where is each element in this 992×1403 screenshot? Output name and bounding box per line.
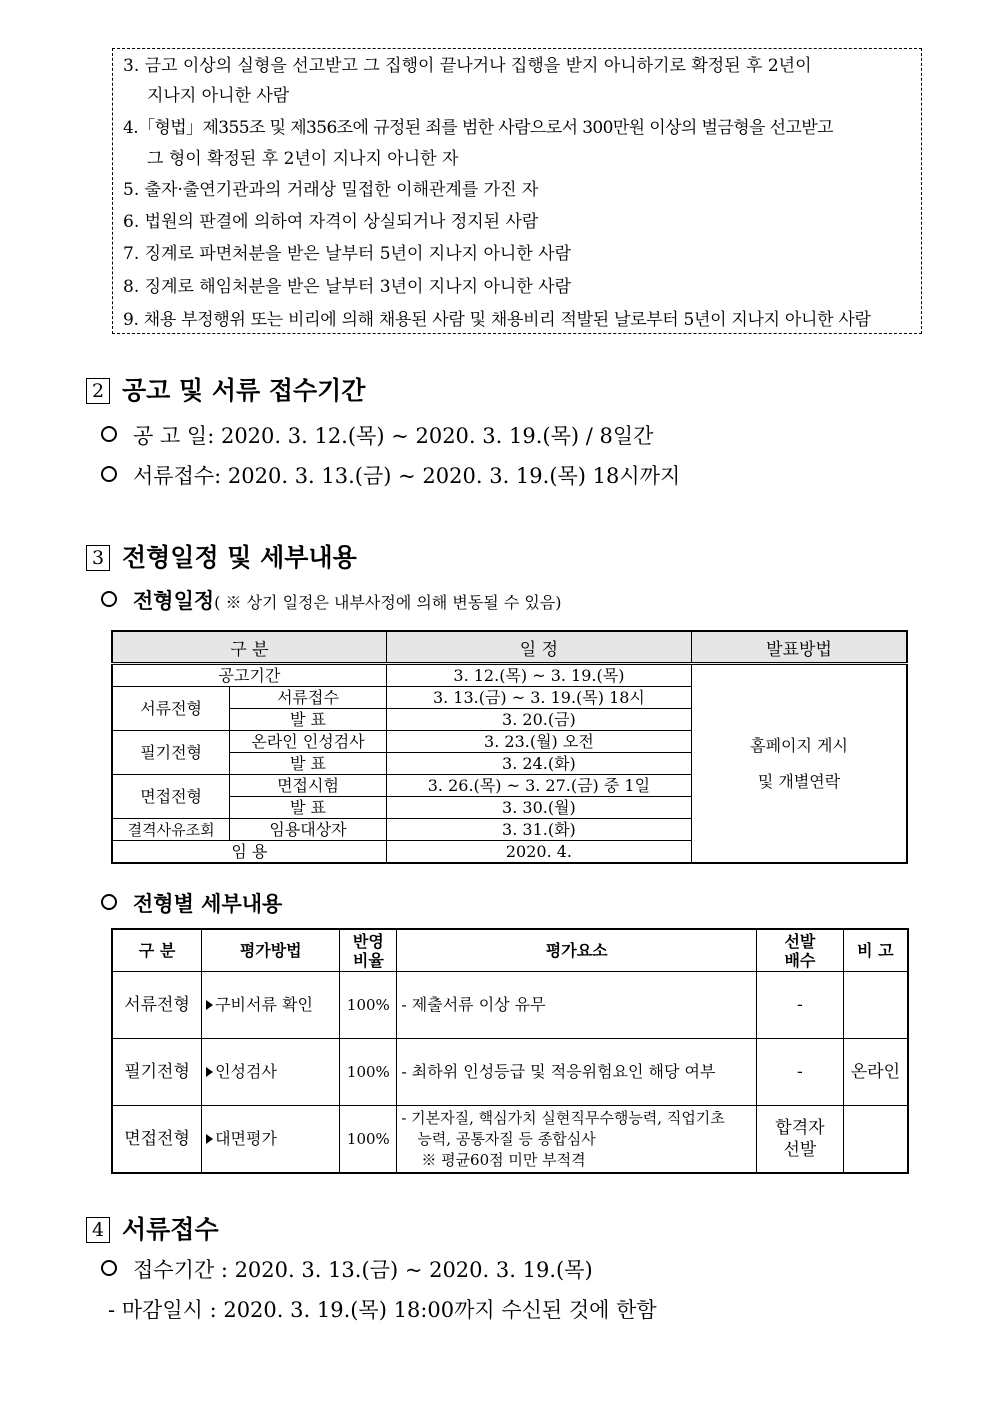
detail-header-category: 구 분: [112, 929, 202, 972]
detail-header-note: 비 고: [843, 929, 908, 972]
table-cell: 3. 20.(금): [386, 709, 691, 731]
table-cell: 면접전형: [112, 775, 230, 819]
section2-item-receipt: 서류접수: 2020. 3. 13.(금) ~ 2020. 3. 19.(목) 18시까지: [101, 463, 680, 489]
schedule-subheading: 전형일정( ※ 상기 일정은 내부사정에 의해 변동될 수 있음): [101, 588, 562, 616]
section4-item: 접수기간 : 2020. 3. 13.(금) ~ 2020. 3. 19.(목): [101, 1257, 593, 1283]
table-cell: 발 표: [230, 709, 387, 731]
schedule-header-category: 구 분: [112, 631, 386, 664]
box-item-6: 6. 법원의 판결에 의하여 자격이 상실되거나 정지된 사람: [123, 212, 539, 232]
table-cell: 대면평가: [202, 1106, 340, 1174]
table-cell: 온라인: [843, 1039, 908, 1106]
section-number-box: 3: [86, 545, 110, 571]
table-cell: 100%: [340, 1106, 397, 1174]
section4-subitem: - 마감일시 : 2020. 3. 19.(목) 18:00까지 수신된 것에 한함: [108, 1298, 657, 1322]
table-cell: 발 표: [230, 753, 387, 775]
section4-heading: 4 서류접수: [86, 1215, 219, 1245]
announce-method-cell: 홈페이지 게시 및 개별연락: [692, 664, 907, 864]
table-cell: 3. 12.(목) ~ 3. 19.(목): [386, 664, 691, 687]
detail-header-ratio: 반영 비율: [340, 929, 397, 972]
table-cell: 서류전형: [112, 687, 230, 731]
section-number-box: 2: [86, 378, 110, 404]
table-cell: -: [757, 972, 844, 1039]
table-cell: 임 용: [112, 841, 386, 864]
table-cell: - 제출서류 이상 유무: [397, 972, 757, 1039]
detail-header-selection: 선발 배수: [757, 929, 844, 972]
table-row: [112, 1039, 908, 1106]
table-cell: 면접전형: [112, 1106, 202, 1174]
table-cell: - 기본자질, 핵심가치 실현직무수행능력, 직업기초 능력, 공통자질 등 종합심사 ※ 평균60점 미만 부적격: [397, 1106, 757, 1174]
table-row: [112, 972, 908, 1039]
table-cell: 3. 13.(금) ~ 3. 19.(목) 18시: [386, 687, 691, 709]
schedule-header-date: 일 정: [386, 631, 691, 664]
detail-header-elements: 평가요소: [397, 929, 757, 972]
table-cell: 발 표: [230, 797, 387, 819]
section-number-box: 4: [86, 1217, 110, 1243]
circle-bullet-icon: [101, 591, 117, 607]
table-cell: 2020. 4.: [386, 841, 691, 864]
table-cell: -: [757, 1039, 844, 1106]
table-cell: 온라인 인성검사: [230, 731, 387, 753]
table-cell: 서류전형: [112, 972, 202, 1039]
detail-header-method: 평가방법: [202, 929, 340, 972]
table-cell: 3. 26.(목) ~ 3. 27.(금) 중 1일: [386, 775, 691, 797]
triangle-bullet-icon: [206, 1134, 213, 1144]
box-item-4-cont: 그 형이 확정된 후 2년이 지나지 아니한 자: [147, 149, 459, 169]
box-item-9: 9. 채용 부정행위 또는 비리에 의해 채용된 사람 및 채용비리 적발된 날로부터 5년이 지나지 아니한 사람: [123, 310, 871, 330]
circle-bullet-icon: [101, 1260, 117, 1276]
table-cell: 3. 24.(화): [386, 753, 691, 775]
table-cell: 임용대상자: [230, 819, 387, 841]
detail-subheading: 전형별 세부내용: [101, 891, 282, 917]
table-cell: 인성검사: [202, 1039, 340, 1106]
table-cell: 3. 30.(월): [386, 797, 691, 819]
triangle-bullet-icon: [206, 1067, 213, 1077]
table-cell: 면접시험: [230, 775, 387, 797]
table-cell: 100%: [340, 972, 397, 1039]
schedule-table: [111, 630, 908, 864]
table-cell: 3. 23.(월) 오전: [386, 731, 691, 753]
box-item-4: 4.「형법」제355조 및 제356조에 규정된 죄를 범한 사람으로서 300만원 이상의 벌금형을 선고받고: [123, 118, 833, 138]
table-cell: [843, 972, 908, 1039]
box-item-5: 5. 출자·출연기관과의 거래상 밀접한 이해관계를 가진 자: [123, 180, 539, 200]
table-cell: 필기전형: [112, 1039, 202, 1106]
table-cell: 3. 31.(화): [386, 819, 691, 841]
table-cell: 결격사유조회: [112, 819, 230, 841]
table-cell: - 최하위 인성등급 및 적응위험요인 해당 여부: [397, 1039, 757, 1106]
section3-heading: 3 전형일정 및 세부내용: [86, 543, 357, 573]
table-cell: [843, 1106, 908, 1174]
table-cell: 합격자 선발: [757, 1106, 844, 1174]
section2-item-notice: 공 고 일: 2020. 3. 12.(목) ~ 2020. 3. 19.(목) / 8일간: [101, 423, 653, 449]
table-cell: 구비서류 확인: [202, 972, 340, 1039]
box-item-3: 3. 금고 이상의 실형을 선고받고 그 집행이 끝나거나 집행을 받지 아니하기로 확정된 후 2년이: [123, 56, 812, 76]
box-item-8: 8. 징계로 해임처분을 받은 날부터 3년이 지나지 아니한 사람: [123, 277, 571, 297]
table-cell: 서류접수: [230, 687, 387, 709]
circle-bullet-icon: [101, 894, 117, 910]
box-item-7: 7. 징계로 파면처분을 받은 날부터 5년이 지나지 아니한 사람: [123, 244, 571, 264]
box-item-3-cont: 지나지 아니한 사람: [147, 86, 290, 106]
detail-table: [111, 928, 909, 1174]
section2-heading: 2 공고 및 서류 접수기간: [86, 376, 365, 406]
schedule-header-announce: 발표방법: [692, 631, 907, 664]
table-cell: 필기전형: [112, 731, 230, 775]
triangle-bullet-icon: [206, 1000, 213, 1010]
table-cell: 공고기간: [112, 664, 386, 687]
circle-bullet-icon: [101, 466, 117, 482]
table-cell: 100%: [340, 1039, 397, 1106]
circle-bullet-icon: [101, 426, 117, 442]
table-row: [112, 1106, 908, 1174]
